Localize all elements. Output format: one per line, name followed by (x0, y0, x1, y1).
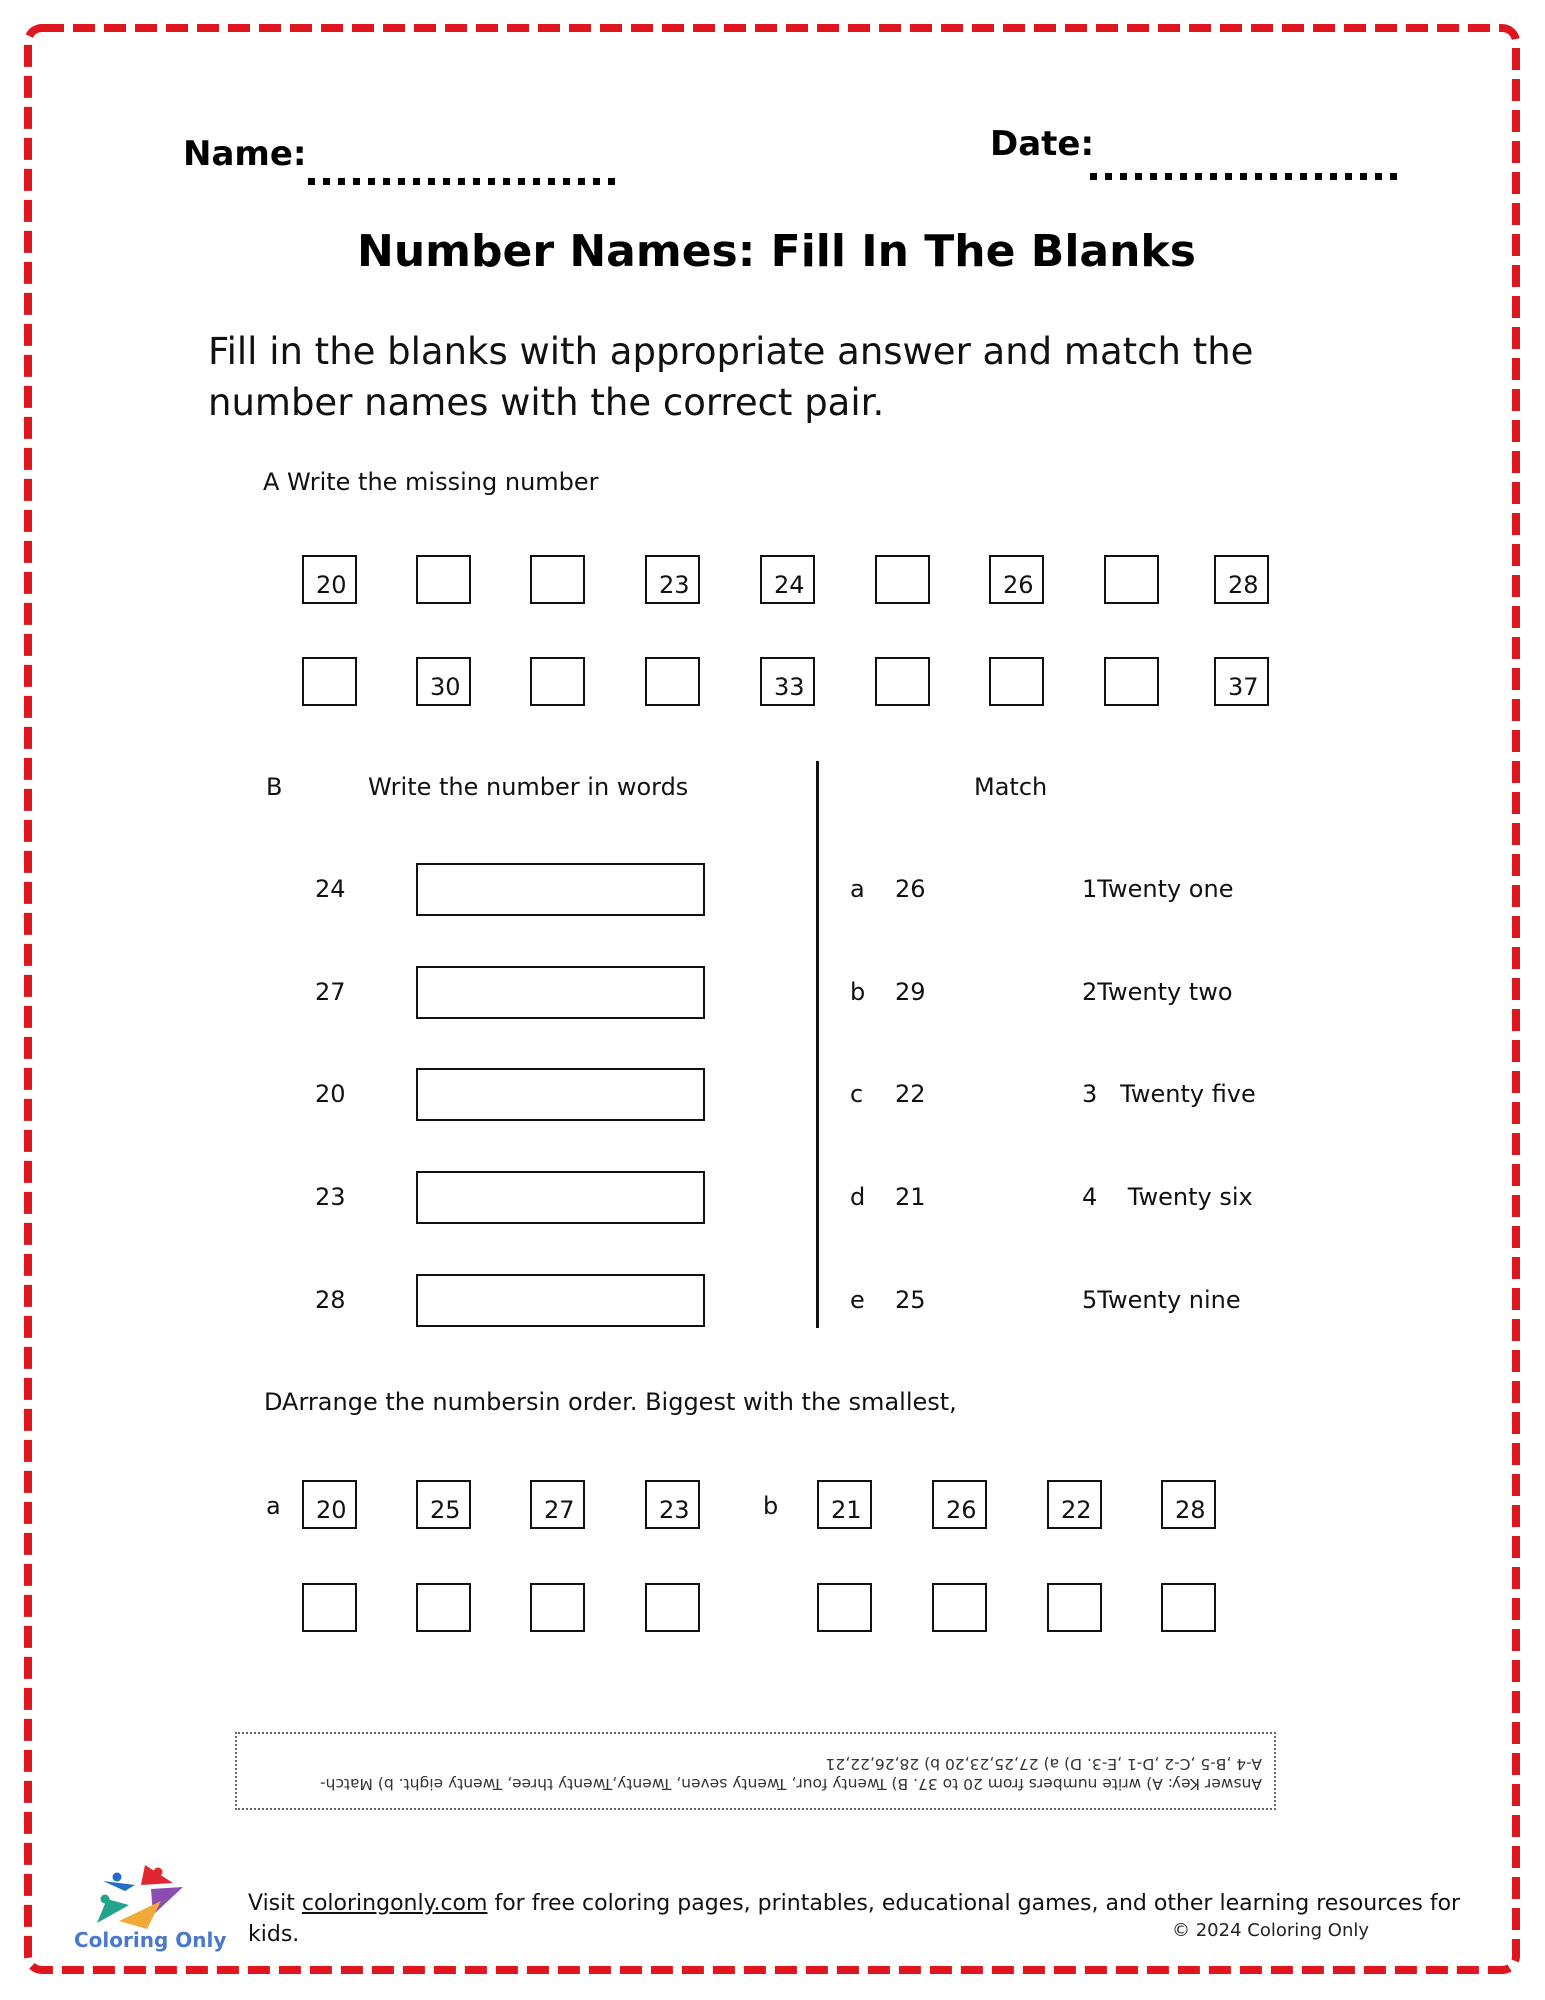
words-row-number: 20 (315, 1080, 346, 1108)
number-box: 23 (645, 555, 700, 604)
page-title: Number Names: Fill In The Blanks (357, 226, 1196, 277)
arrange-group-label: a (266, 1492, 281, 1520)
match-number: 25 (895, 1286, 926, 1314)
answer-key-box (235, 1732, 1276, 1810)
answer-key-text (237, 1734, 1274, 1808)
blank-number-box[interactable] (989, 657, 1044, 706)
number-box: 30 (416, 657, 471, 706)
arrange-number-box: 21 (817, 1480, 872, 1529)
section-d-heading: DArrange the numbersin order. Biggest with the smallest, (264, 1388, 957, 1416)
match-name: 2Twenty two (1082, 978, 1233, 1006)
words-row-number: 28 (315, 1286, 346, 1314)
blank-number-box[interactable] (645, 657, 700, 706)
arrange-number-box: 20 (302, 1480, 357, 1529)
match-name: 3 Twenty five (1082, 1080, 1256, 1108)
copyright: © 2024 Coloring Only (1172, 1920, 1370, 1941)
match-letter: e (850, 1286, 865, 1314)
match-number: 26 (895, 875, 926, 903)
footer-rest: for free coloring pages, printables, educational games, and other learning resources for (487, 1891, 1461, 1916)
words-row-number: 24 (315, 875, 346, 903)
arrange-answer-box[interactable] (932, 1583, 987, 1632)
arrange-number-box: 28 (1161, 1480, 1216, 1529)
date-field-dotted-line[interactable] (1090, 173, 1400, 180)
number-box: 20 (302, 555, 357, 604)
words-answer-box[interactable] (416, 863, 705, 916)
words-row-number: 23 (315, 1183, 346, 1211)
coloring-only-logo-icon (95, 1863, 191, 1931)
blank-number-box[interactable] (875, 657, 930, 706)
number-box: 28 (1214, 555, 1269, 604)
name-label: Name: (183, 134, 307, 174)
answer-key-line-2: A-4 ,B-5 ,C-2 ,D-1 ,E-3. D) a) 27,25,23,20 b) 28,26,22,21 (825, 1755, 1262, 1773)
match-name: 5Twenty nine (1082, 1286, 1241, 1314)
blank-number-box[interactable] (1104, 555, 1159, 604)
match-heading: Match (974, 773, 1048, 801)
blank-number-box[interactable] (416, 555, 471, 604)
match-letter: d (850, 1183, 866, 1211)
match-name: 4 Twenty six (1082, 1183, 1253, 1211)
match-letter: c (850, 1080, 864, 1108)
number-box: 24 (760, 555, 815, 604)
blank-number-box[interactable] (875, 555, 930, 604)
arrange-answer-box[interactable] (817, 1583, 872, 1632)
match-number: 21 (895, 1183, 926, 1211)
match-number: 22 (895, 1080, 926, 1108)
dashed-page-border (24, 24, 1520, 1974)
arrange-answer-box[interactable] (1047, 1583, 1102, 1632)
number-box: 33 (760, 657, 815, 706)
arrange-answer-box[interactable] (416, 1583, 471, 1632)
date-label: Date: (990, 124, 1095, 164)
number-box: 37 (1214, 657, 1269, 706)
match-letter: b (850, 978, 866, 1006)
section-a-heading: A Write the missing number (263, 468, 599, 496)
arrange-number-box: 25 (416, 1480, 471, 1529)
answer-key-line-1: Answer Key: A) write numbers from 20 to 37. B) Twenty four, Twenty seven, Twenty,Twenty three, Twenty eight. b) Match- (320, 1775, 1262, 1793)
instructions (208, 326, 1253, 428)
match-number: 29 (895, 978, 926, 1006)
instructions-line-2: number names with the correct pair. (208, 381, 885, 424)
arrange-answer-box[interactable] (1161, 1583, 1216, 1632)
arrange-group-label: b (763, 1492, 779, 1520)
arrange-number-box: 23 (645, 1480, 700, 1529)
footer-link[interactable]: coloringonly.com (301, 1891, 488, 1916)
words-answer-box[interactable] (416, 1068, 705, 1121)
arrange-number-box: 22 (1047, 1480, 1102, 1529)
arrange-answer-box[interactable] (530, 1583, 585, 1632)
words-answer-box[interactable] (416, 1274, 705, 1327)
words-row-number: 27 (315, 978, 346, 1006)
name-field-dotted-line[interactable] (308, 178, 618, 185)
blank-number-box[interactable] (530, 555, 585, 604)
words-answer-box[interactable] (416, 966, 705, 1019)
number-box: 26 (989, 555, 1044, 604)
blank-number-box[interactable] (302, 657, 357, 706)
column-divider (816, 761, 819, 1328)
blank-number-box[interactable] (530, 657, 585, 706)
brand-name: Coloring Only (74, 1928, 227, 1952)
section-b-heading: Write the number in words (368, 773, 689, 801)
words-answer-box[interactable] (416, 1171, 705, 1224)
arrange-number-box: 27 (530, 1480, 585, 1529)
arrange-answer-box[interactable] (645, 1583, 700, 1632)
blank-number-box[interactable] (1104, 657, 1159, 706)
match-name: 1Twenty one (1082, 875, 1234, 903)
arrange-answer-box[interactable] (302, 1583, 357, 1632)
footer-line-2: kids. (248, 1922, 300, 1947)
arrange-number-box: 26 (932, 1480, 987, 1529)
footer-visit: Visit (248, 1891, 302, 1916)
footer-line-1 (248, 1888, 1460, 1919)
instructions-line-1: Fill in the blanks with appropriate answer and match the (208, 330, 1254, 373)
section-b-letter: B (266, 773, 283, 801)
match-letter: a (850, 875, 865, 903)
